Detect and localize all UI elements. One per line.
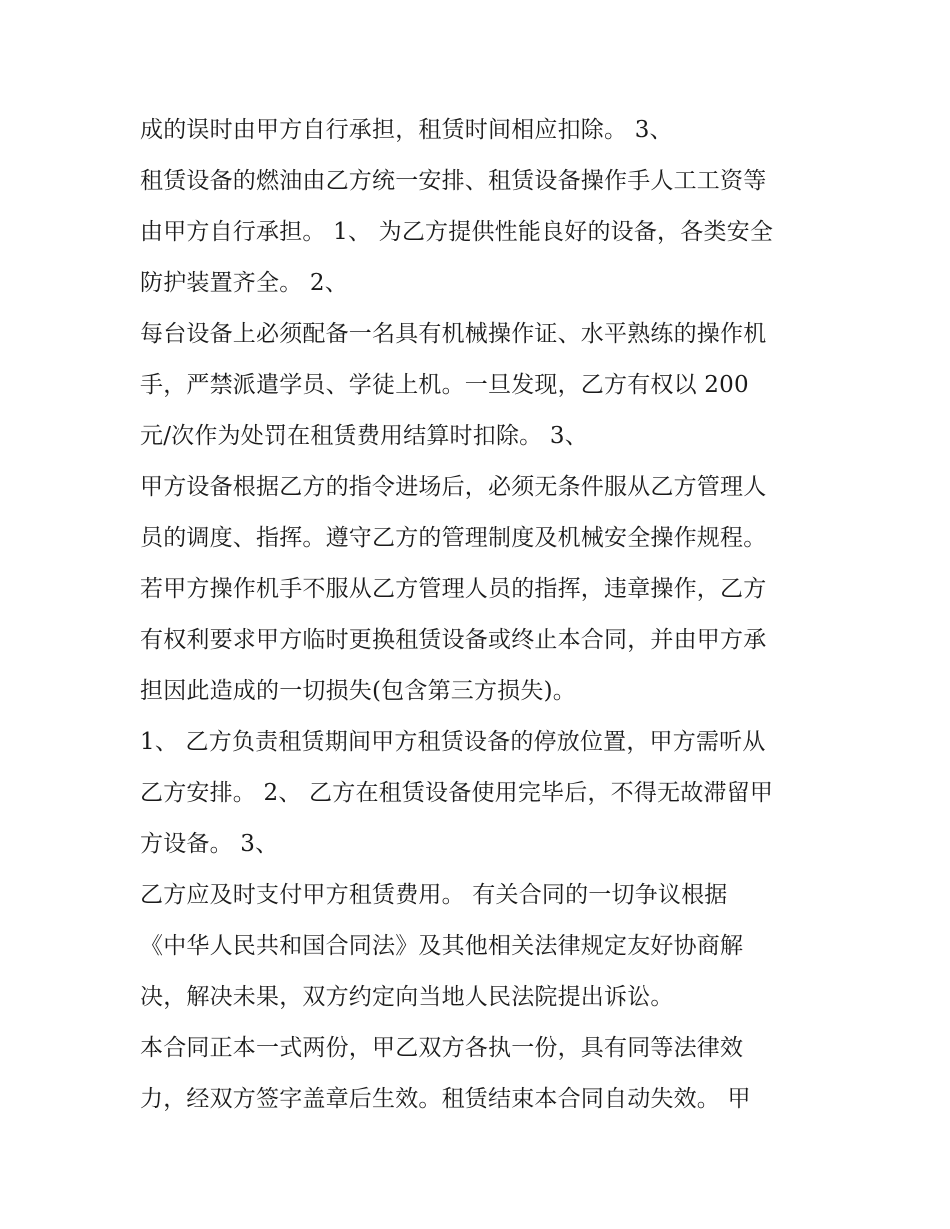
text-line: 担因此造成的一切损失(包含第三方损失)。 (140, 678, 576, 704)
text-line: 防护装置齐全。 2、 (140, 270, 348, 296)
text-line: 方设备。 3、 (140, 831, 279, 857)
text-line: 员的调度、指挥。遵守乙方的管理制度及机械安全操作规程。 (140, 525, 767, 551)
text-line: 甲方设备根据乙方的指令进场后，必须无条件服从乙方管理人 (140, 474, 767, 500)
text-line: 由甲方自行承担。 1、 为乙方提供性能良好的设备，各类安全 (140, 219, 774, 245)
text-line: 力，经双方签字盖章后生效。租赁结束本合同自动失效。 甲 (140, 1086, 751, 1112)
text-line: 每台设备上必须配备一名具有机械操作证、水平熟练的操作机 (140, 321, 767, 347)
text-line: 乙方安排。 2、 乙方在租赁设备使用完毕后，不得无故滞留甲 (140, 780, 774, 806)
text-line: 元/次作为处罚在租赁费用结算时扣除。 3、 (140, 423, 588, 449)
text-line: 手，严禁派遣学员、学徒上机。一旦发现，乙方有权以 200 (140, 372, 749, 398)
text-line: 有权利要求甲方临时更换租赁设备或终止本合同，并由甲方承 (140, 627, 767, 653)
text-line: 租赁设备的燃油由乙方统一安排、租赁设备操作手人工工资等 (140, 168, 767, 194)
document-body (140, 107, 830, 1127)
text-line: 《中华人民共和国合同法》及其他相关法律规定友好协商解 (140, 933, 744, 959)
text-line: 决，解决未果，双方约定向当地人民法院提出诉讼。 (140, 984, 674, 1010)
text-line: 本合同正本一式两份，甲乙双方各执一份，具有同等法律效 (140, 1035, 744, 1061)
text-line: 若甲方操作机手不服从乙方管理人员的指挥，违章操作，乙方 (140, 576, 767, 602)
text-line: 成的误时由甲方自行承担，租赁时间相应扣除。 3、 (140, 117, 673, 143)
text-line: 乙方应及时支付甲方租赁费用。 有关合同的一切争议根据 (140, 882, 728, 908)
text-line: 1、 乙方负责租赁期间甲方租赁设备的停放位置，甲方需听从 (140, 729, 766, 755)
